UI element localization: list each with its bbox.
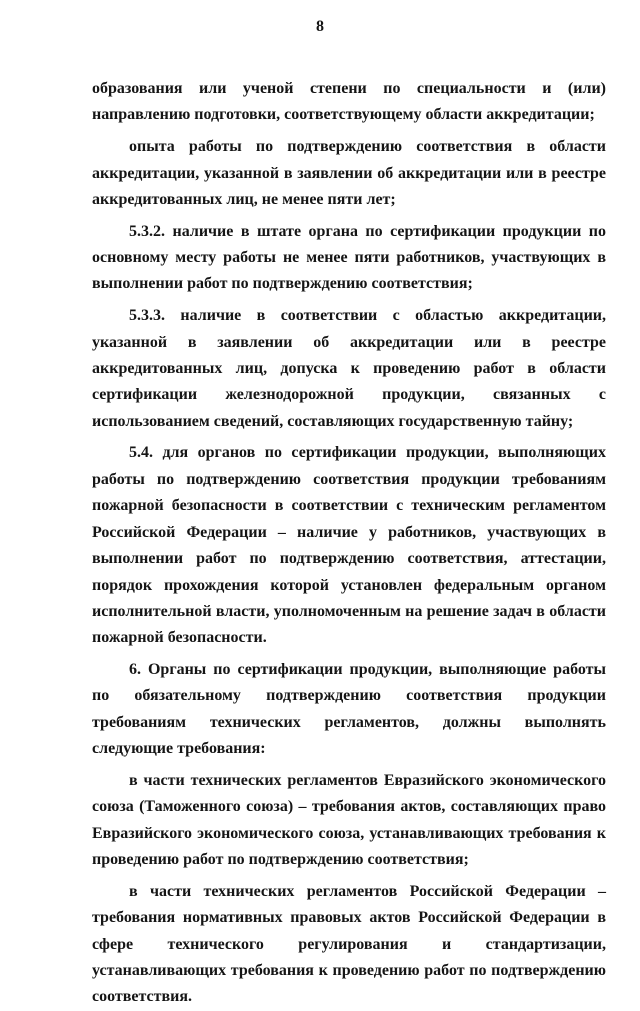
paragraph-6: 6. Органы по сертификации продукции, выполняющие работы по обязательному подтверждению соответствия продукции требованиям технических регламентов, должны выполнять следующие требования: <box>92 661 606 758</box>
paragraph-5-4: 5.4. для органов по сертификации продукции, выполняющих работы по подтверждению соответствия продукции требованиям пожарной безопасности в соответствии с техническим регламентом Российской Федерации – наличие у работников, участвующих в выполнении работ по подтверждению соответствия, аттестации, порядок прохождения которой установлен федеральным органом исполнительной власти, уполномоченным на решение задач в области пожарной безопасности. <box>92 444 606 647</box>
paragraph-5-3-2: 5.3.2. наличие в штате органа по сертификации продукции по основному месту работы не менее пяти работников, участвующих в выполнении работ по подтверждению соответствия; <box>92 222 606 293</box>
paragraph-education-continuation: образования или ученой степени по специальности и (или) направлению подготовки, соответствующему области аккредитации; <box>92 80 606 124</box>
paragraph-eaeu-regulations: в части технических регламентов Евразийского экономического союза (Таможенного союза) – требования актов, составляющих право Евразийского экономического союза, устанавливающих требования к проведению работ по подтверждению соответствия; <box>92 771 606 869</box>
page-number: 8 <box>316 18 324 35</box>
paragraph-5-3-3: 5.3.3. наличие в соответствии с областью аккредитации, указанной в заявлении об аккредитации или в реестре аккредитованных лиц, допуска к проведению работ в области сертификации железнодорожной продукции, связанных с использованием сведений, составляющих государственную тайну; <box>92 307 606 430</box>
document-body <box>92 76 606 1011</box>
paragraph-work-experience: опыта работы по подтверждению соответствия в области аккредитации, указанной в заявлении об аккредитации или в реестре аккредитованных лиц, не менее пяти лет; <box>92 138 606 208</box>
paragraph-rf-regulations: в части технических регламентов Российской Федерации – требования нормативных правовых актов Российской Федерации в сфере технического регулирования и стандартизации, устанавливающих требования к проведению работ по подтверждению соответствия. <box>92 882 606 1006</box>
